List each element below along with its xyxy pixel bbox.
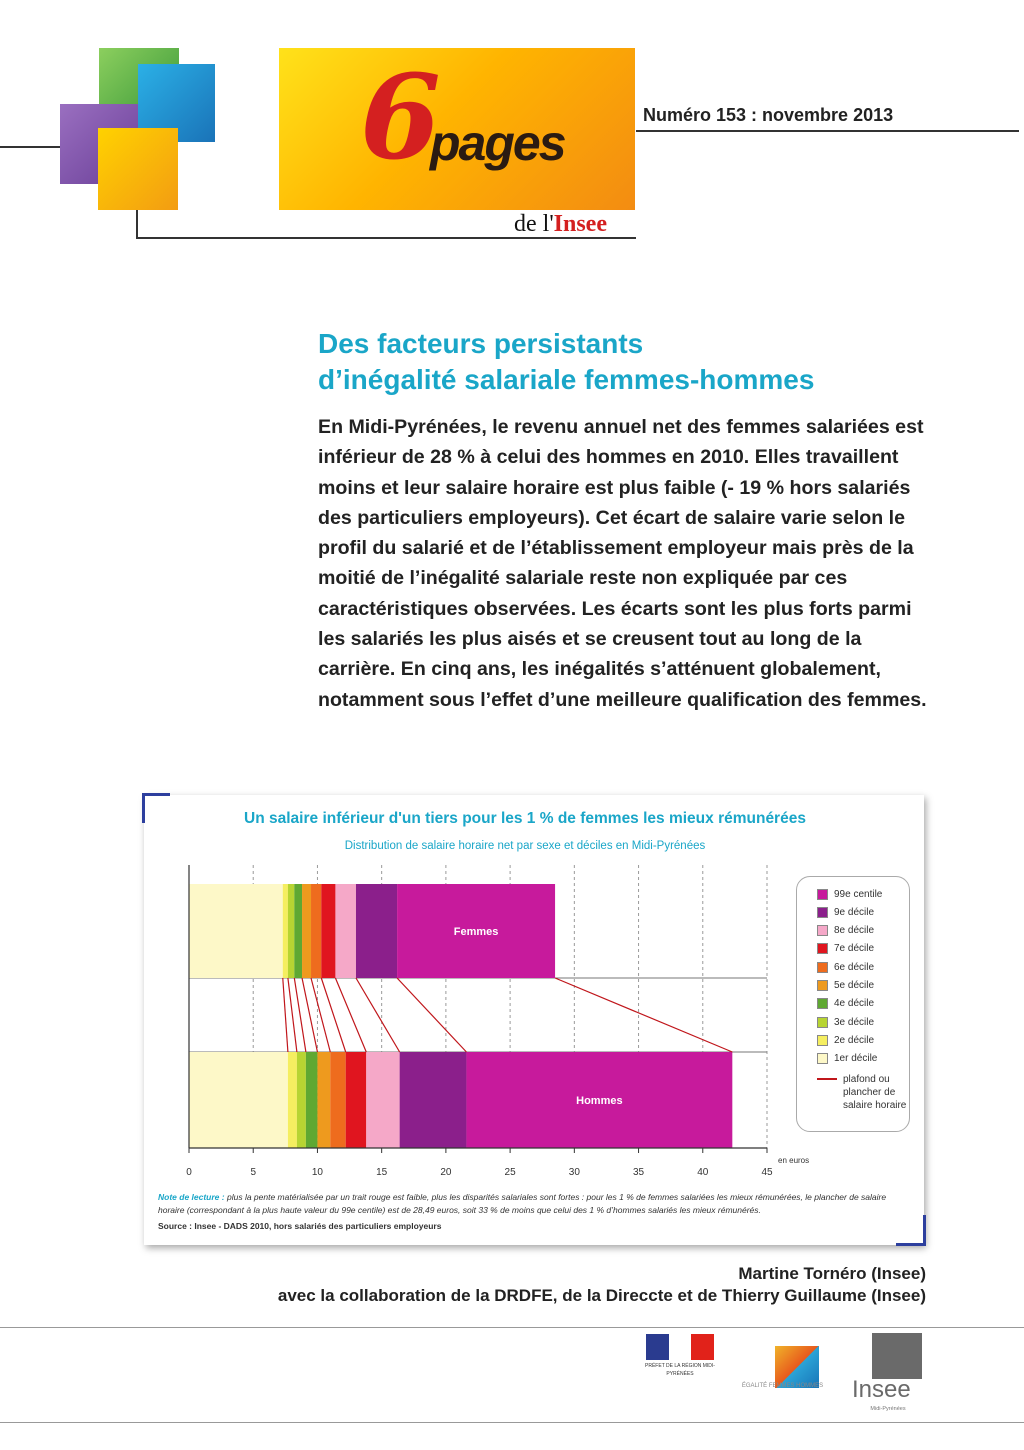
bar-segment — [330, 1052, 345, 1148]
legend-item — [817, 887, 882, 901]
legend-swatch — [817, 962, 828, 973]
legend-swatch — [817, 1035, 828, 1046]
egalite-label: ÉGALITÉ FEMMES HOMMES — [741, 1383, 824, 1389]
ceiling-connector — [397, 978, 466, 1052]
insee-logo-mark — [872, 1333, 922, 1379]
legend-label: 4e décile — [834, 998, 875, 1010]
insee-logo-subtitle: Midi-Pyrénées — [870, 1406, 906, 1412]
ceiling-connector — [283, 978, 288, 1052]
ceiling-connector — [356, 978, 400, 1052]
chart-title: Un salaire inférieur d'un tiers pour les 1 % de femmes les mieux rémunérées — [244, 810, 806, 827]
flag-red — [691, 1334, 714, 1360]
legend-swatch — [817, 943, 828, 954]
ceiling-connector — [321, 978, 345, 1052]
legend-item-line — [817, 1073, 913, 1112]
legend-item — [817, 997, 874, 1011]
bar-segment — [189, 1052, 288, 1148]
legend-label: 2e décile — [834, 1034, 875, 1046]
flag-blue — [646, 1334, 669, 1360]
author-line-2: avec la collaboration de la DRDFE, de la Direccte et de Thierry Guillaume (Insee) — [277, 1286, 926, 1305]
bar-segment — [302, 884, 311, 978]
bar-segment — [283, 884, 288, 978]
legend-swatch — [817, 998, 828, 1009]
bar-segment — [400, 1052, 467, 1148]
legend-item — [817, 1033, 874, 1047]
bar-segment — [335, 884, 356, 978]
legend-label: 6e décile — [834, 961, 875, 973]
x-tick-label: 10 — [311, 1167, 324, 1178]
bar-segment — [306, 1052, 318, 1148]
republique-francaise-logo — [646, 1334, 714, 1360]
legend-line-swatch — [817, 1078, 837, 1080]
bar-segment — [317, 1052, 330, 1148]
note-label: Note de lecture : — [158, 1192, 225, 1202]
bar-label: Femmes — [453, 926, 499, 938]
logo-number: 6 — [360, 50, 441, 186]
legend-item — [817, 960, 874, 974]
x-tick-label: 35 — [632, 1167, 645, 1178]
legend-line-label: plafond ou plancher de salaire horaire — [843, 1074, 907, 1111]
bar-segment — [321, 884, 335, 978]
logo-sub-prefix: de l' — [514, 211, 554, 237]
x-tick-label: 40 — [697, 1167, 709, 1178]
legend-label: 8e décile — [834, 925, 875, 937]
x-tick-label: 30 — [568, 1167, 580, 1178]
bar-segment — [297, 1052, 306, 1148]
legend-swatch — [817, 1053, 828, 1064]
x-unit-label: en euros — [778, 1156, 810, 1165]
legend-label: 9e décile — [834, 906, 875, 918]
logo-word: pages — [430, 115, 565, 171]
bar-segment — [356, 884, 397, 978]
chart-subtitle: Distribution de salaire horaire net par sexe et déciles en Midi-Pyrénées — [344, 840, 706, 852]
bar-segment — [294, 884, 302, 978]
reading-note — [158, 1191, 908, 1217]
legend-swatch — [817, 907, 828, 918]
chart-source: Source : Insee - DADS 2010, hors salariés des particuliers employeurs — [158, 1221, 442, 1231]
title-line-2: d’inégalité salariale femmes-hommes — [318, 364, 815, 395]
x-tick-label: 25 — [504, 1167, 516, 1178]
title-line-1: Des facteurs persistants — [318, 328, 644, 359]
legend-label: 3e décile — [834, 1016, 875, 1028]
legend-item — [817, 905, 874, 919]
author-line-1: Martine Tornéro (Insee) — [738, 1264, 926, 1283]
prefect-label: PRÉFET DE LA RÉGION MIDI-PYRÉNÉES — [645, 1363, 715, 1377]
bar-segment — [366, 1052, 399, 1148]
legend-item — [817, 924, 874, 938]
x-tick-label: 45 — [761, 1167, 773, 1178]
legend-item — [817, 979, 874, 993]
bar-label: Hommes — [576, 1095, 623, 1107]
legend-swatch — [817, 889, 828, 900]
legend-item — [817, 942, 874, 956]
logo-sub-name: Insee — [553, 211, 607, 237]
issue-number: Numéro 153 : novembre 2013 — [643, 105, 894, 125]
legend-swatch — [817, 925, 828, 936]
ceiling-connector — [555, 978, 732, 1052]
x-tick-label: 20 — [440, 1167, 452, 1178]
bar-segment — [346, 1052, 367, 1148]
article-lead: En Midi-Pyrénées, le revenu annuel net des femmes salariées est inférieur de 28 % à celui des hommes en 2010. Elles travaillent moins et leur salaire horaire est plus faible (- 19 % hors salariés des particuliers employeurs). Cet écart de salaire varie selon le profil du salarié et de l’établissement employeur mais près de la moitié de l’inégalité salariale reste non expliquée par ces caractéristiques observées. Les écarts sont les plus forts parmi les salariés les plus aisés et se creusent tout au long de la carrière. En cinq ans, les inégalités s’atténuent globalement, notamment sous l’effet d’une meilleure qualification des femmes. — [318, 416, 927, 711]
footer-rule-bottom — [0, 1422, 1024, 1423]
bar-segment — [311, 884, 321, 978]
x-tick-label: 15 — [376, 1167, 388, 1178]
legend-swatch — [817, 1017, 828, 1028]
chart-legend — [796, 876, 910, 1132]
note-text: plus la pente matérialisée par un trait rouge est faible, plus les disparités salariales sont fortes : pour les 1 % de femmes salariées les mieux rémunérées, le plancher de salaire horaire (correspondant à la plus haute valeur du 99e centile) est de 28,49 euros, soit 33 % de moins que celui des 1 % d’hommes salariés les mieux rémunérés. — [158, 1192, 887, 1215]
x-tick-label: 0 — [186, 1167, 192, 1178]
legend-item — [817, 1015, 874, 1029]
flag-white — [669, 1334, 692, 1360]
ceiling-connector — [311, 978, 330, 1052]
bar-segment — [189, 884, 283, 978]
footer-rule-top — [0, 1327, 1024, 1328]
bar-segment — [288, 884, 294, 978]
legend-label: 99e centile — [834, 888, 883, 900]
legend-item — [817, 1052, 877, 1066]
legend-swatch — [817, 980, 828, 991]
legend-label: 5e décile — [834, 980, 875, 991]
ceiling-connector — [335, 978, 366, 1052]
bar-segment — [288, 1052, 297, 1148]
insee-logo-word: Insee — [852, 1376, 911, 1403]
x-tick-label: 5 — [250, 1167, 257, 1178]
legend-label: 1er décile — [834, 1053, 878, 1065]
legend-label: 7e décile — [834, 943, 875, 955]
